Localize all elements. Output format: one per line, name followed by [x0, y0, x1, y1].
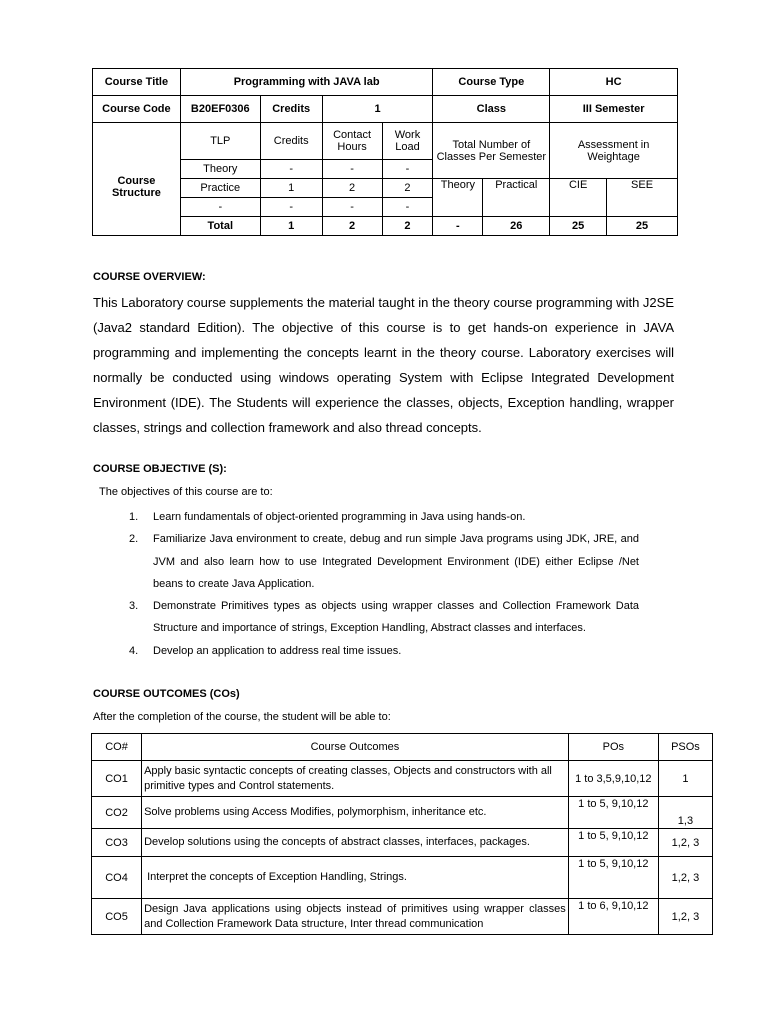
credits-value: 1 [322, 96, 433, 123]
list-text: Learn fundamentals of object-oriented programming in Java using hands-on. [153, 511, 526, 523]
course-type-label: Course Type [433, 69, 550, 96]
total-see: 25 [607, 217, 678, 236]
contact-theory: - [322, 160, 382, 179]
list-text: Develop an application to address real time issues. [153, 644, 402, 657]
total-classes-header: Total Number of Classes Per Semester [433, 123, 550, 179]
overview-heading: COURSE OVERVIEW: [93, 271, 206, 283]
see-header: SEE [607, 179, 678, 217]
co-psos: 1 [658, 761, 712, 797]
tlp-theory: Theory [180, 160, 260, 179]
co-id: CO3 [92, 829, 142, 857]
credits-other: - [260, 198, 322, 217]
credits-theory: - [260, 160, 322, 179]
co-psos: 1,2, 3 [658, 829, 712, 857]
practical-header: Practical [483, 179, 550, 217]
co-pos: 1 to 6, 9,10,12 [568, 899, 658, 935]
co-outcome: Solve problems using Access Modifies, polymorphism, inheritance etc. [142, 797, 569, 829]
co-pos: 1 to 5, 9,10,12 [568, 829, 658, 857]
contact-practice: 2 [322, 179, 382, 198]
table-row [92, 797, 713, 829]
co-id: CO2 [92, 797, 142, 829]
total-credits: 1 [260, 217, 322, 236]
tlp-practice: Practice [180, 179, 260, 198]
outcomes-table [91, 733, 713, 935]
pos-header: POs [568, 734, 658, 761]
list-text: Familiarize Java environment to create, debug and run simple Java programs using JDK, JRE, and JVM and also learn how to use Integrated Development Environment (IDE) either Eclipse /Net beans to create Java Application. [153, 533, 639, 590]
tlp-header: TLP [180, 123, 260, 160]
work-load-header: Work Load [382, 123, 433, 160]
co-id: CO1 [92, 761, 142, 797]
total-theory: - [433, 217, 483, 236]
co-pos: 1 to 5, 9,10,12 [568, 857, 658, 899]
credits-label: Credits [260, 96, 322, 123]
list-number: 1. [129, 511, 139, 523]
objectives-list [127, 506, 639, 662]
total-practical: 26 [483, 217, 550, 236]
credits-header: Credits [260, 123, 322, 160]
course-info-table [92, 68, 678, 236]
co-psos: 1,2, 3 [658, 857, 712, 899]
total-contact: 2 [322, 217, 382, 236]
objectives-heading: COURSE OBJECTIVE (S): [93, 463, 227, 475]
overview-paragraph: This Laboratory course supplements the material taught in the theory course programming with J2SE (Java2 standard Edition). The objective of this course is to get hands-on experience in JAVA programming and implementing the concepts learnt in the theory course. Laboratory exercises will normally be conducted using windows operating System with Eclipse Integrated Development Environment (IDE). The Students will experience the classes, objects, Exception handling, wrapper classes, strings and collection framework and also thread concepts. [93, 295, 674, 435]
credits-practice: 1 [260, 179, 322, 198]
co-header: CO# [92, 734, 142, 761]
co-psos: 1,2, 3 [658, 899, 712, 935]
co-outcome: Design Java applications using objects instead of primitives using wrapper classes and Collection Framework Data structure, Inter thread communication [142, 899, 569, 935]
list-text: Demonstrate Primitives types as objects using wrapper classes and Collection Framework Data Structure and importance of strings, Exception Handling, Abstract classes and interfaces. [153, 600, 639, 635]
list-number: 3. [129, 600, 139, 613]
list-item [127, 528, 639, 595]
list-number: 2. [129, 533, 139, 546]
co-outcome: Apply basic syntactic concepts of creating classes, Objects and constructors with all primitive types and Control statements. [142, 761, 569, 797]
class-value: III Semester [550, 96, 678, 123]
table-row [92, 857, 713, 899]
co-id: CO5 [92, 899, 142, 935]
co-pos: 1 to 5, 9,10,12 [568, 797, 658, 829]
work-practice: 2 [382, 179, 433, 198]
work-other: - [382, 198, 433, 217]
theory-header: Theory [433, 179, 483, 217]
table-row [92, 829, 713, 857]
tlp-other: - [180, 198, 260, 217]
course-code-label: Course Code [93, 96, 181, 123]
course-structure-label: Course Structure [93, 123, 181, 236]
objectives-intro: The objectives of this course are to: [99, 486, 273, 498]
co-psos: 1,3 [658, 797, 712, 829]
psos-header: PSOs [658, 734, 712, 761]
list-number: 4. [129, 644, 139, 657]
course-type-value: HC [550, 69, 678, 96]
list-item [127, 640, 639, 662]
table-row [92, 899, 713, 935]
total-label: Total [180, 217, 260, 236]
cie-header: CIE [550, 179, 607, 217]
class-label: Class [433, 96, 550, 123]
assessment-header: Assessment in Weightage [550, 123, 678, 179]
outcomes-intro: After the completion of the course, the student will be able to: [93, 711, 391, 723]
outcome-header: Course Outcomes [142, 734, 569, 761]
co-outcome: Interpret the concepts of Exception Handling, Strings. [142, 857, 569, 899]
co-id: CO4 [92, 857, 142, 899]
contact-other: - [322, 198, 382, 217]
co-pos: 1 to 3,5,9,10,12 [568, 761, 658, 797]
course-title-label: Course Title [93, 69, 181, 96]
course-code-value: B20EF0306 [180, 96, 260, 123]
list-item [127, 506, 639, 528]
outcomes-heading: COURSE OUTCOMES (COs) [93, 688, 240, 700]
total-work: 2 [382, 217, 433, 236]
total-cie: 25 [550, 217, 607, 236]
course-title-value: Programming with JAVA lab [180, 69, 433, 96]
contact-hours-header: Contact Hours [322, 123, 382, 160]
work-theory: - [382, 160, 433, 179]
co-outcome: Develop solutions using the concepts of abstract classes, interfaces, packages. [142, 829, 569, 857]
table-row [92, 761, 713, 797]
list-item [127, 595, 639, 640]
